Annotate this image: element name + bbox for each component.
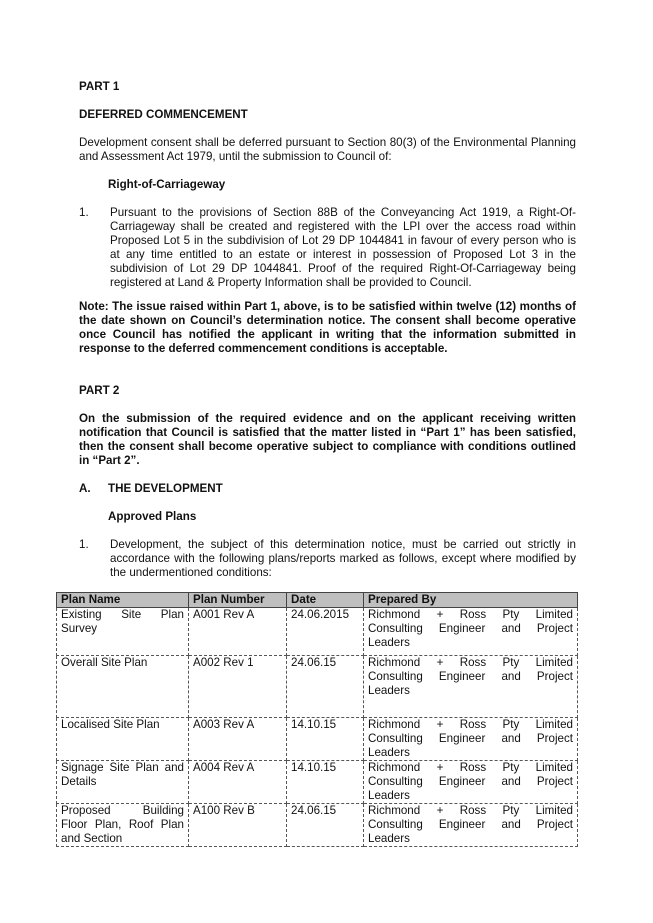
plan-name-cell: Localised Site Plan [57, 718, 189, 761]
part1-heading: PART 1 [79, 80, 120, 93]
right-of-carriageway-heading: Right-of-Carriageway [108, 178, 226, 191]
header-date: Date [287, 593, 364, 608]
part2-heading: PART 2 [79, 384, 120, 397]
table-row [57, 608, 578, 656]
plan-date-cell: 24.06.15 [287, 656, 364, 718]
plan-number-cell: A001 Rev A [189, 608, 287, 656]
part1-note: Note: The issue raised within Part 1, above, is to be satisfied within twelve (12) months of the date shown on Council’s determination notice. The consent shall become operative once Council has notified the applicant in writing that the information submitted in response to the deferred commencement conditions is acceptable. [79, 300, 576, 355]
plan-name-cell: Overall Site Plan [57, 656, 189, 718]
plan-date-cell: 24.06.15 [287, 804, 364, 847]
plan-number-cell: A003 Rev A [189, 718, 287, 761]
plan-number-cell: A100 Rev B [189, 804, 287, 847]
part2-text: On the submission of the required evidence and on the applicant receiving written notification that Council is satisfied that the matter listed in “Part 1” has been satisfied, then the consent shall become operative subject to compliance with conditions outlined in “Part 2”. [79, 412, 576, 467]
section-a-letter: A. [79, 482, 91, 495]
table-row [57, 656, 578, 718]
prepared-by-cell: Richmond + Ross Pty Limited Consulting Engineer and Project Leaders [364, 718, 578, 761]
header-plan-name: Plan Name [57, 593, 189, 608]
plan-date-cell: 24.06.2015 [287, 608, 364, 656]
table-row [57, 761, 578, 804]
plan-number-cell: A004 Rev A [189, 761, 287, 804]
plan-number-cell: A002 Rev 1 [189, 656, 287, 718]
section-a-item-text: Development, the subject of this determination notice, must be carried out strictly in accordance with the following plans/reports marked as follows, except where modified by the undermentioned conditions: [110, 538, 576, 579]
part1-intro: Development consent shall be deferred pursuant to Section 80(3) of the Environmental Planning and Assessment Act 1979, until the submission to Council of: [79, 136, 576, 163]
plan-date-cell: 14.10.15 [287, 761, 364, 804]
prepared-by-cell: Richmond + Ross Pty Limited Consulting Engineer and Project Leaders [364, 804, 578, 847]
part1-item-text: Pursuant to the provisions of Section 88B of the Conveyancing Act 1919, a Right-Of-Carriageway shall be created and registered with the LPI over the access road within Proposed Lot 5 in the subdivision of Lot 29 DP 1044841 in favour of every person who is at any time entitled to an estate or interest in possession of Proposed Lot 3 in the subdivision of Lot 29 DP 1044841. Proof of the required Right-Of-Carriageway being registered at Land & Property Information shall be provided to Council. [110, 206, 576, 289]
plan-date-cell: 14.10.15 [287, 718, 364, 761]
plan-name-cell: Proposed Building Floor Plan, Roof Plan and Section [57, 804, 189, 847]
header-prepared-by: Prepared By [364, 593, 578, 608]
table-row [57, 718, 578, 761]
table-row [57, 804, 578, 847]
header-plan-number: Plan Number [189, 593, 287, 608]
prepared-by-cell: Richmond + Ross Pty Limited Consulting Engineer and Project Leaders [364, 656, 578, 718]
approved-plans-heading: Approved Plans [108, 510, 197, 523]
table-header-row [57, 593, 578, 608]
plan-name-cell: Signage Site Plan and Details [57, 761, 189, 804]
deferred-commencement-heading: DEFERRED COMMENCEMENT [79, 108, 248, 121]
plans-table [56, 592, 578, 847]
prepared-by-cell: Richmond + Ross Pty Limited Consulting Engineer and Project Leaders [364, 761, 578, 804]
prepared-by-cell: Richmond + Ross Pty Limited Consulting Engineer and Project Leaders [364, 608, 578, 656]
section-a-heading: THE DEVELOPMENT [108, 482, 223, 495]
plan-name-cell: Existing Site Plan Survey [57, 608, 189, 656]
part1-item-number: 1. [79, 206, 89, 219]
section-a-item-number: 1. [79, 538, 89, 551]
